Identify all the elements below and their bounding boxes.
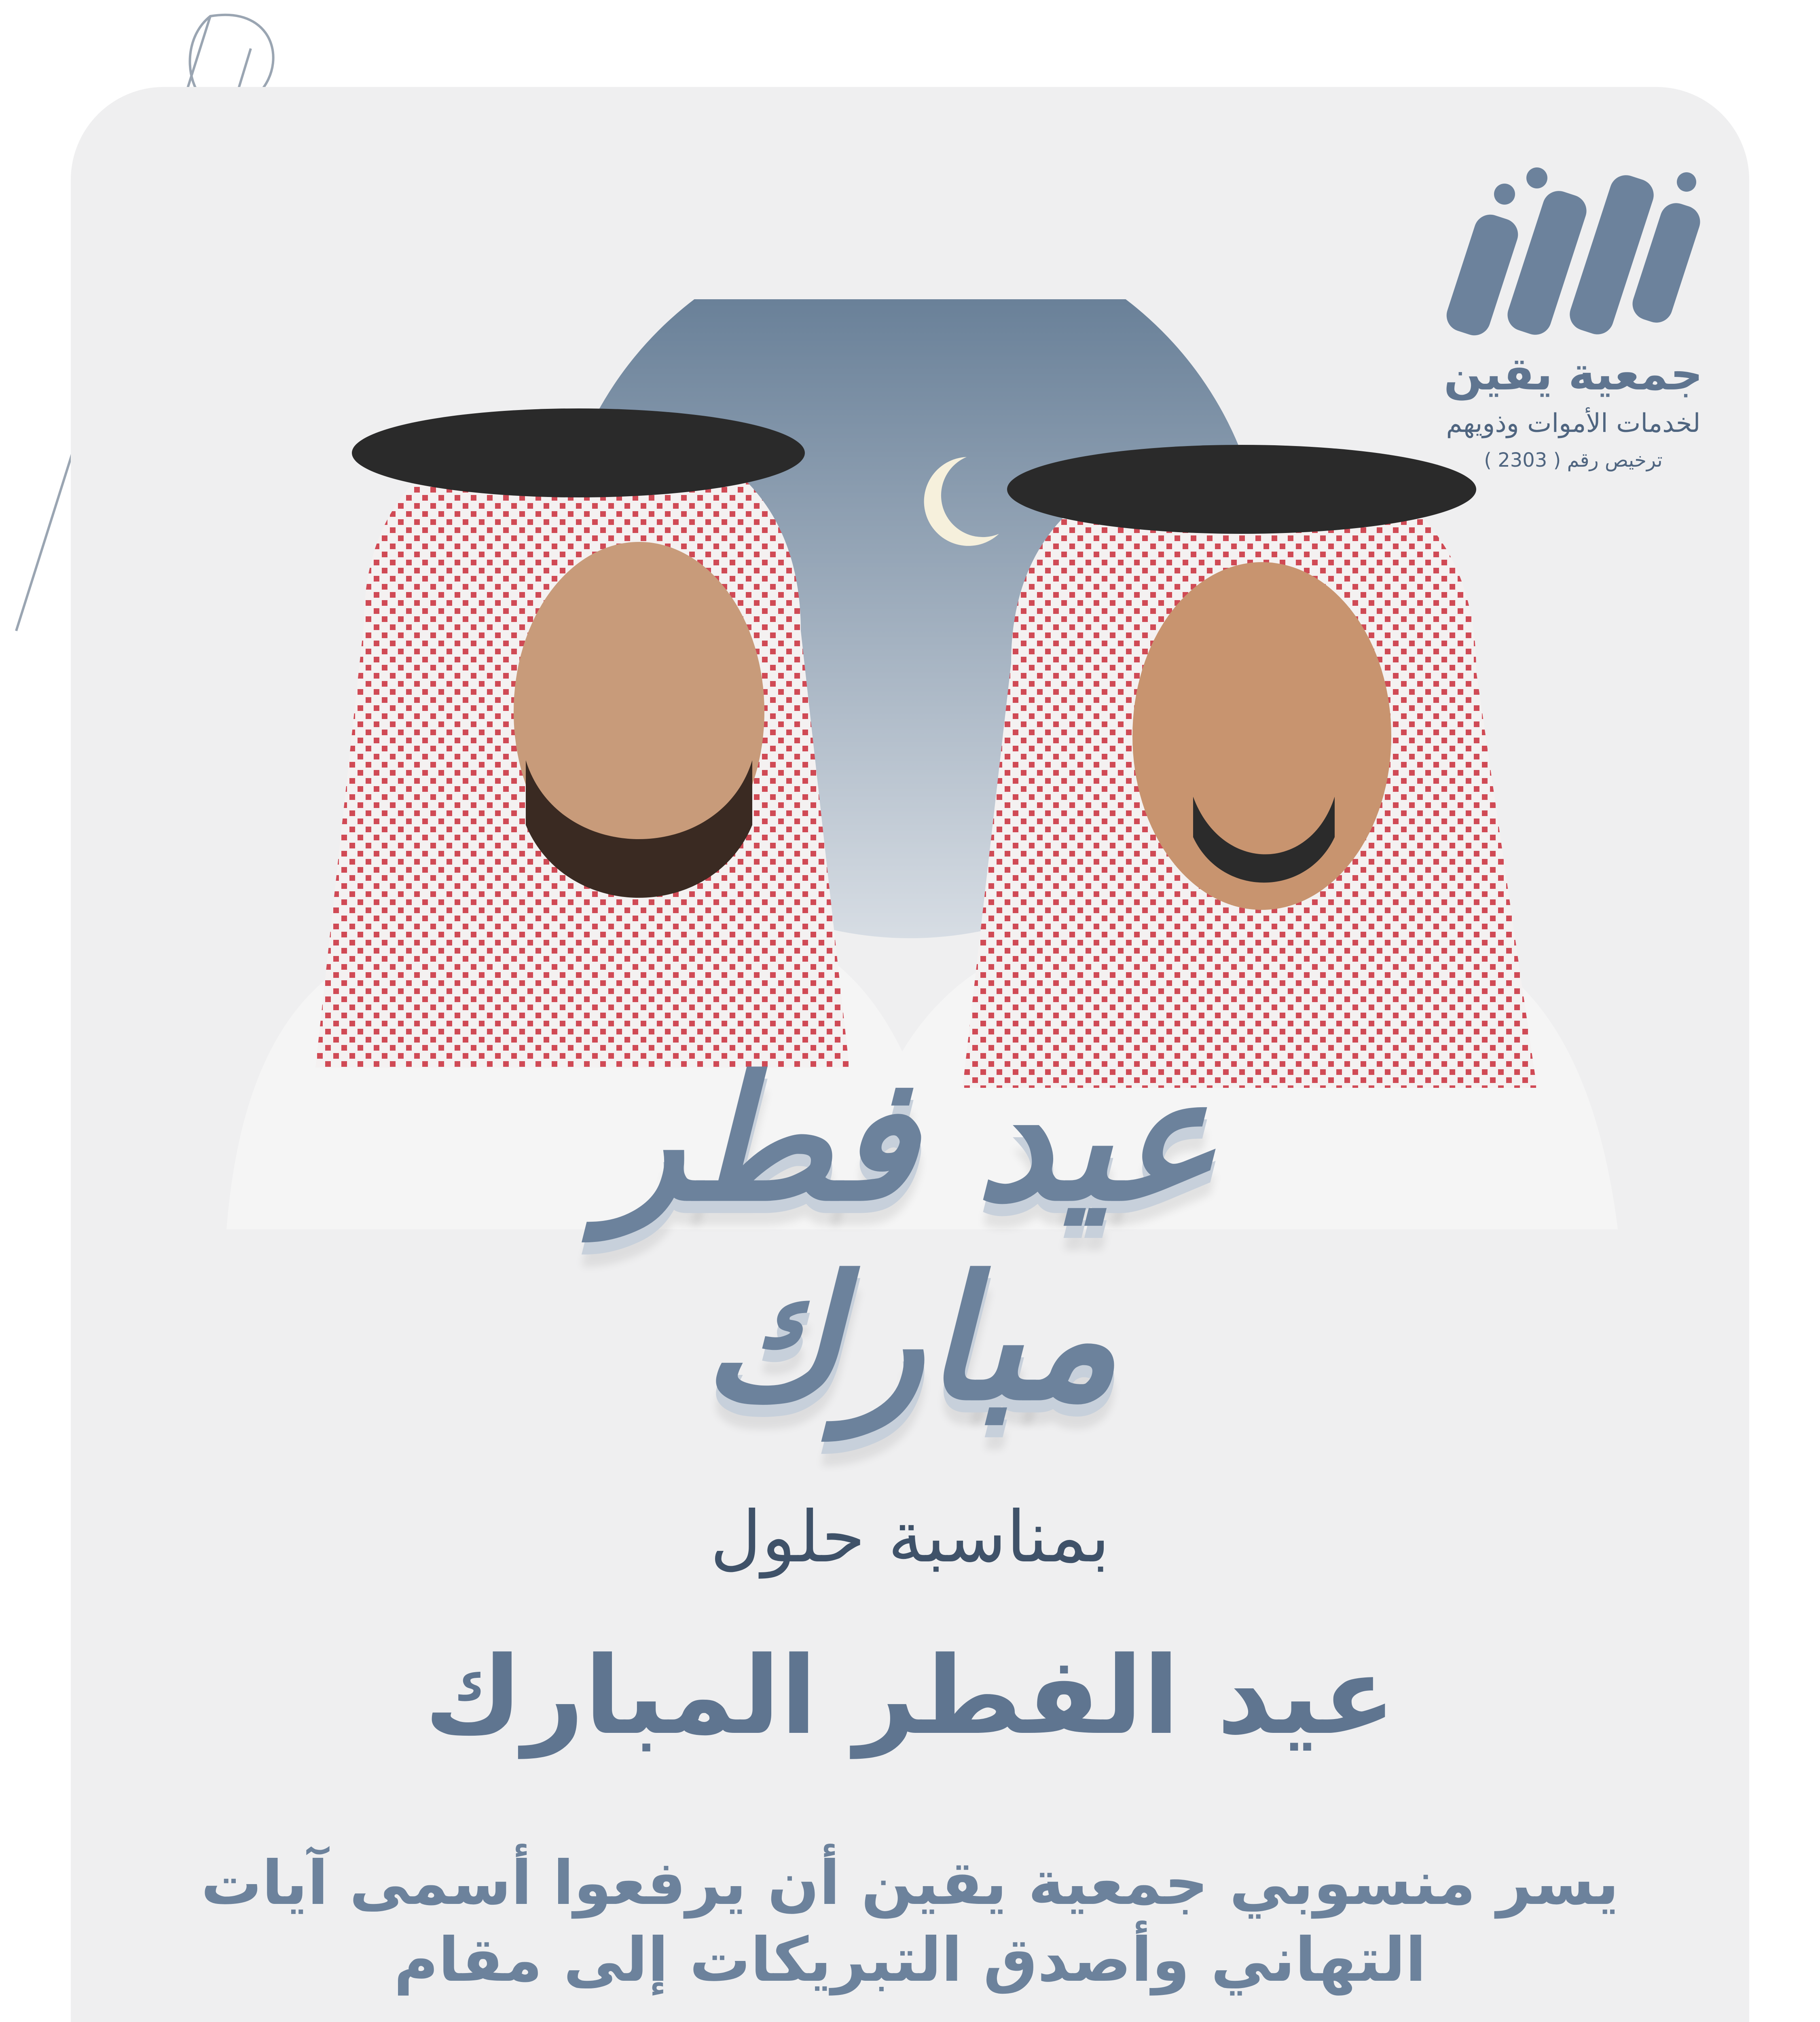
eid-calligraphy-text: عيد فطر مبارك xyxy=(602,1039,1218,1438)
organization-subtitle: لخدمات الأموات وذويهم xyxy=(1446,408,1701,438)
organization-license: ترخيص رقم ( 2303 ) xyxy=(1484,449,1663,472)
occasion-text: بمناسبة حلول xyxy=(710,1496,1110,1578)
eid-calligraphy xyxy=(485,991,1335,1438)
message-line-2: التهاني وأصدق التبريكات إلى مقام xyxy=(394,1925,1426,1995)
message-line-1: يسر منسوبي جمعية يقين أن يرفعوا أسمى آيات xyxy=(201,1848,1619,1918)
organization-name: جمعية يقين xyxy=(1443,348,1703,400)
eid-title: عيد الفطر المبارك xyxy=(424,1634,1396,1758)
